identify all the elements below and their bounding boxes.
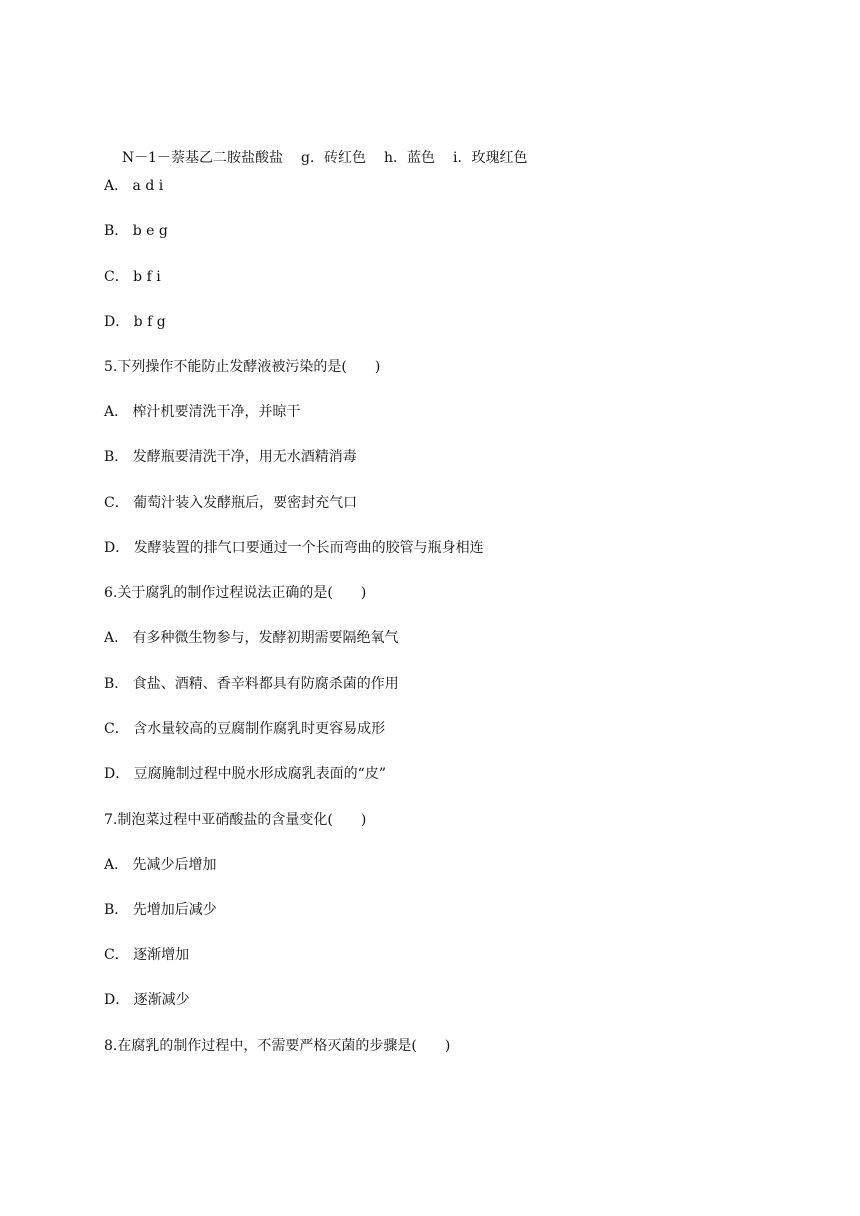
- q5-stem: 5.下列操作不能防止发酵液被污染的是( ): [104, 359, 381, 375]
- q4-option-a: A． a d i: [104, 178, 164, 194]
- q4-option-b: B． b e g: [104, 223, 168, 239]
- q4-option-d: D． b f g: [104, 314, 166, 330]
- q6-option-b: B． 食盐、酒精、香辛料都具有防腐杀菌的作用: [104, 676, 399, 692]
- q7-option-c: C． 逐渐增加: [104, 947, 190, 963]
- intro-option-h: h．蓝色: [383, 150, 435, 166]
- q5-option-c: C． 葡萄汁装入发酵瓶后，要密封充气口: [104, 495, 358, 511]
- intro-line: [104, 131, 527, 185]
- q7-option-b: B． 先增加后减少: [104, 902, 217, 918]
- intro-option-i: i．玫瑰红色: [452, 150, 528, 166]
- q4-option-c: C． b f i: [104, 269, 161, 285]
- q5-option-a: A． 榨汁机要清洗干净，并晾干: [104, 404, 301, 420]
- q6-option-c: C． 含水量较高的豆腐制作腐乳时更容易成形: [104, 721, 386, 737]
- intro-reagent: N－1－萘基乙二胺盐酸盐: [121, 150, 283, 166]
- q6-stem: 6.关于腐乳的制作过程说法正确的是( ): [104, 585, 367, 601]
- q6-option-d: D． 豆腐腌制过程中脱水形成腐乳表面的“皮”: [104, 766, 386, 782]
- q5-option-b: B． 发酵瓶要清洗干净，用无水酒精消毒: [104, 449, 357, 465]
- q8-stem: 8.在腐乳的制作过程中，不需要严格灭菌的步骤是( ): [104, 1038, 451, 1054]
- q7-stem: 7.制泡菜过程中亚硝酸盐的含量变化( ): [104, 812, 367, 828]
- q7-option-a: A． 先减少后增加: [104, 857, 217, 873]
- q7-option-d: D． 逐渐减少: [104, 992, 190, 1008]
- intro-option-g: g．砖红色: [300, 150, 366, 166]
- q5-option-d: D． 发酵装置的排气口要通过一个长而弯曲的胶管与瓶身相连: [104, 540, 484, 556]
- q6-option-a: A． 有多种微生物参与，发酵初期需要隔绝氧气: [104, 630, 399, 646]
